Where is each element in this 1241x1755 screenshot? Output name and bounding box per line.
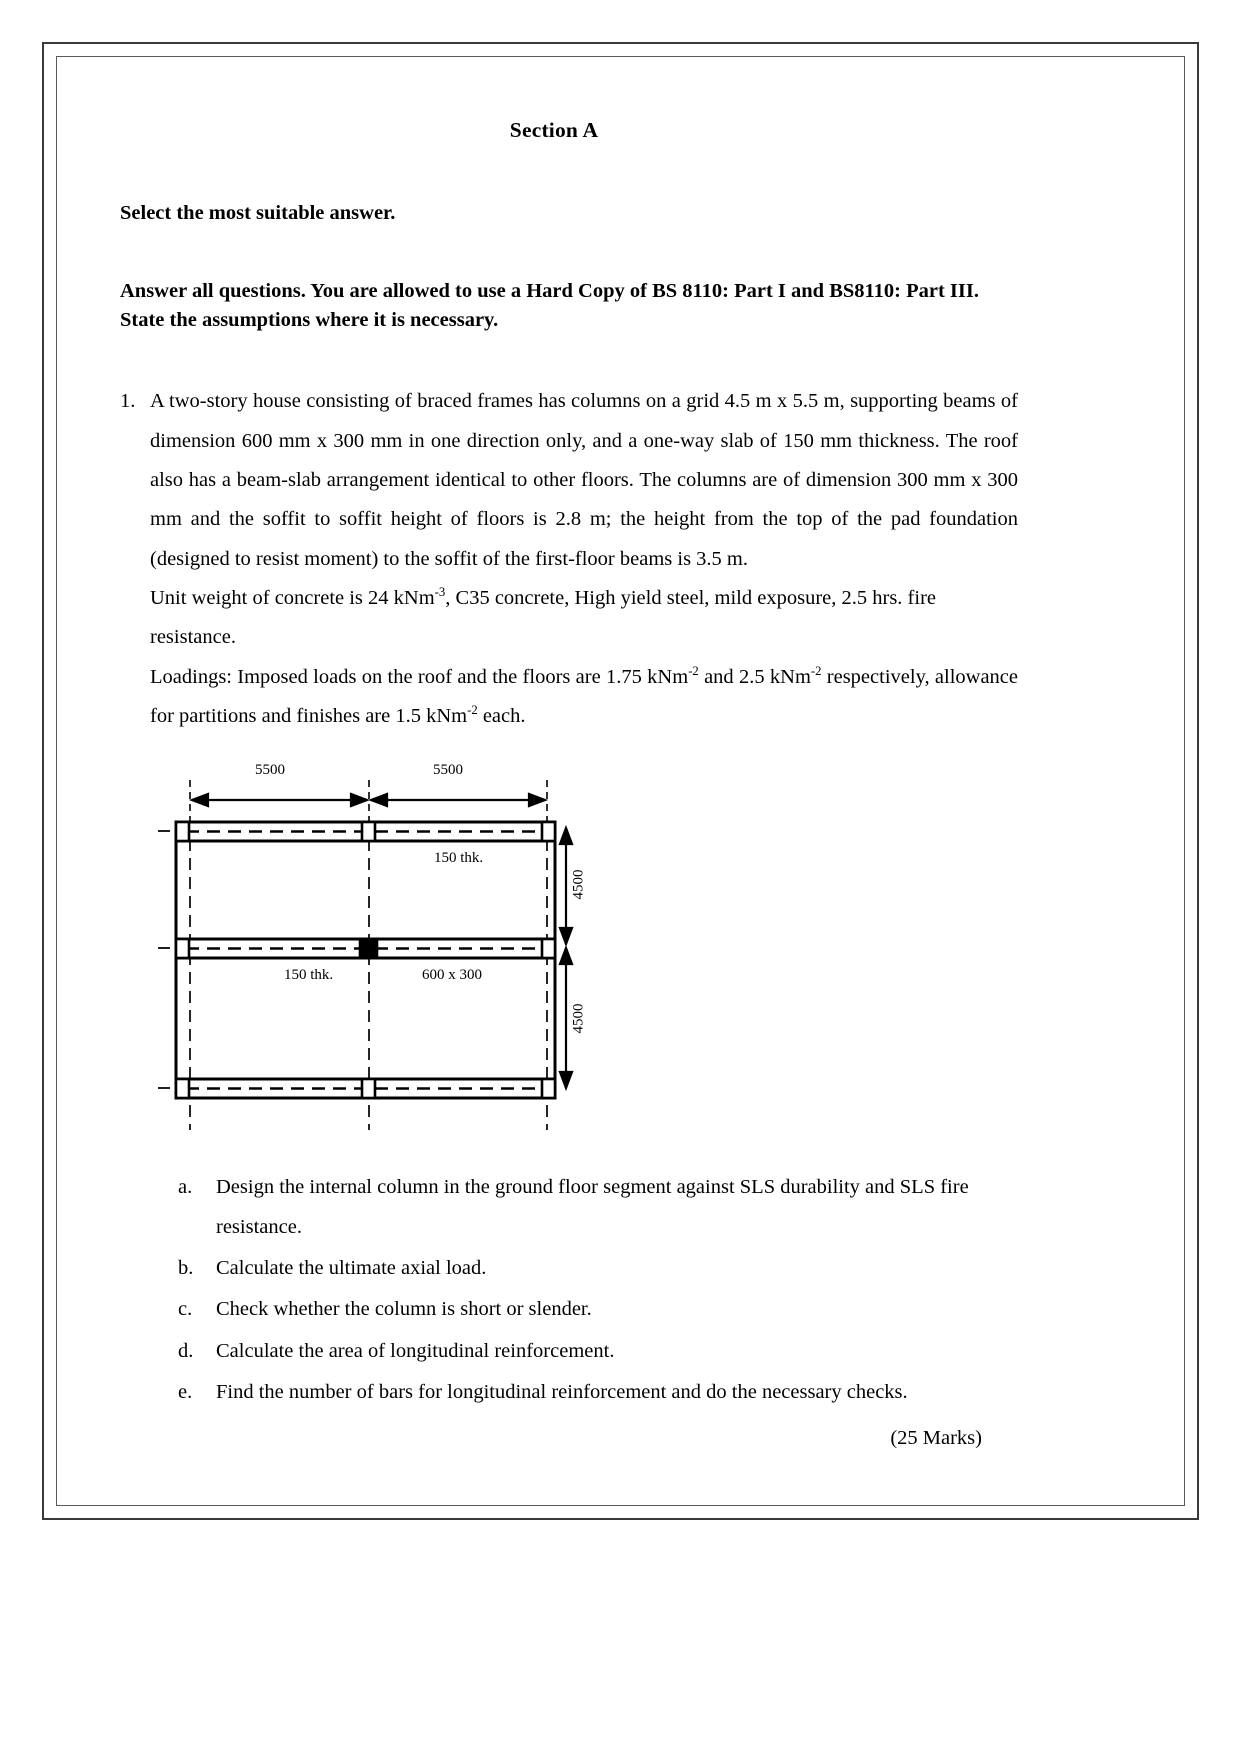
question-number: 1. [120,390,136,413]
list-item-letter: d. [178,1339,194,1362]
column-mid-left [176,939,189,958]
beam-row-middle [176,939,555,958]
figure-dimension-right-upper: 4500 [570,869,587,900]
list-item [178,1290,988,1329]
materials-exponent: -3 [434,585,446,600]
question-body [150,382,1018,1138]
internal-column-highlight [360,939,377,958]
loadings-text-d: each. [477,705,526,728]
loadings-text-c: respectively, allowance for partitions and finishes are 1.5 kNm [150,665,1018,728]
column-top-mid [362,822,375,841]
list-item-letter: b. [178,1257,194,1280]
page-border-outer [42,42,1199,1520]
list-item-text: Find the number of bars for longitudinal reinforcement and do the necessary checks. [216,1381,908,1404]
loadings-text-b: and 2.5 kNm [698,665,811,688]
column-bottom-left [176,1079,189,1098]
figure-dimension-right-lower: 4500 [570,1003,587,1034]
list-item-letter: e. [178,1381,193,1404]
list-item-text: Calculate the area of longitudinal reinforcement. [216,1339,615,1362]
section-heading: Section A [509,118,599,142]
document-content [120,118,1018,1450]
figure-label-slab-top: 150 thk. [434,850,484,867]
list-item [178,1373,988,1412]
list-item [178,1168,988,1247]
figure-label-slab-mid: 150 thk. [284,967,334,984]
structural-floor-plan-figure [150,758,1018,1138]
list-item-text: Design the internal column in the ground floor segment against SLS durability and SLS fire resistance. [216,1176,969,1238]
loadings-exponent-2: -2 [810,663,822,678]
figure-label-beam-size: 600 x 300 [422,967,482,984]
question-paragraph-loadings [150,658,1018,737]
dimension-line-top-right [371,794,545,806]
list-item-text: Calculate the ultimate axial load. [216,1257,487,1280]
list-item-letter: a. [178,1176,193,1199]
column-bottom-mid [362,1079,375,1098]
question-paragraph-materials [150,579,1018,658]
materials-text-post: , C35 concrete, High yield steel, mild exposure, 2.5 hrs. fire resistance. [150,586,937,649]
list-item-text: Check whether the column is short or slender. [216,1298,592,1321]
materials-text-pre: Unit weight of concrete is 24 kNm [150,586,435,609]
answer-sub-questions-list [178,1168,988,1449]
loadings-text-a: Loadings: Imposed loads on the roof and the floors are 1.75 kNm [150,665,689,688]
column-top-left [176,822,189,841]
question-paragraph-description: A two-story house consisting of braced frames has columns on a grid 4.5 m x 5.5 m, supporting beams of dimension 600 mm x 300 mm in one direction only, and a one-way slab of 150 mm thickness. The roof also has a beam-slab arrangement identical to other floors. The columns are of dimension 300 mm x 300 mm and the soffit to soffit height of floors is 2.8 m; the height from the top of the pad foundation (designed to resist moment) to the soffit of the first-floor beams is 3.5 m. [150,390,1018,570]
figure-dimension-top-right: 5500 [433,762,463,779]
dimension-line-top-left [192,794,367,806]
beam-row-top [176,822,555,841]
column-top-right [542,822,555,841]
loadings-exponent-1: -2 [688,663,699,678]
beam-row-bottom [176,1079,555,1098]
floor-plan-drawing [150,758,1018,1138]
marks-allocation: (25 Marks) [890,1426,982,1449]
figure-dimension-top-left: 5500 [255,762,285,779]
column-mid-right [542,939,555,958]
list-item [178,1249,988,1288]
instruction-select-answer: Select the most suitable answer. [120,202,396,224]
question-1 [120,382,1018,1138]
column-bottom-right [542,1079,555,1098]
loadings-exponent-3: -2 [467,703,478,718]
list-item-letter: c. [178,1298,193,1321]
list-item [178,1332,988,1371]
instruction-answer-all-questions: Answer all questions. You are allowed to use a Hard Copy of BS 8110: Part I and BS8110: Part III. State the assumptions where it is necessary. [120,279,979,332]
